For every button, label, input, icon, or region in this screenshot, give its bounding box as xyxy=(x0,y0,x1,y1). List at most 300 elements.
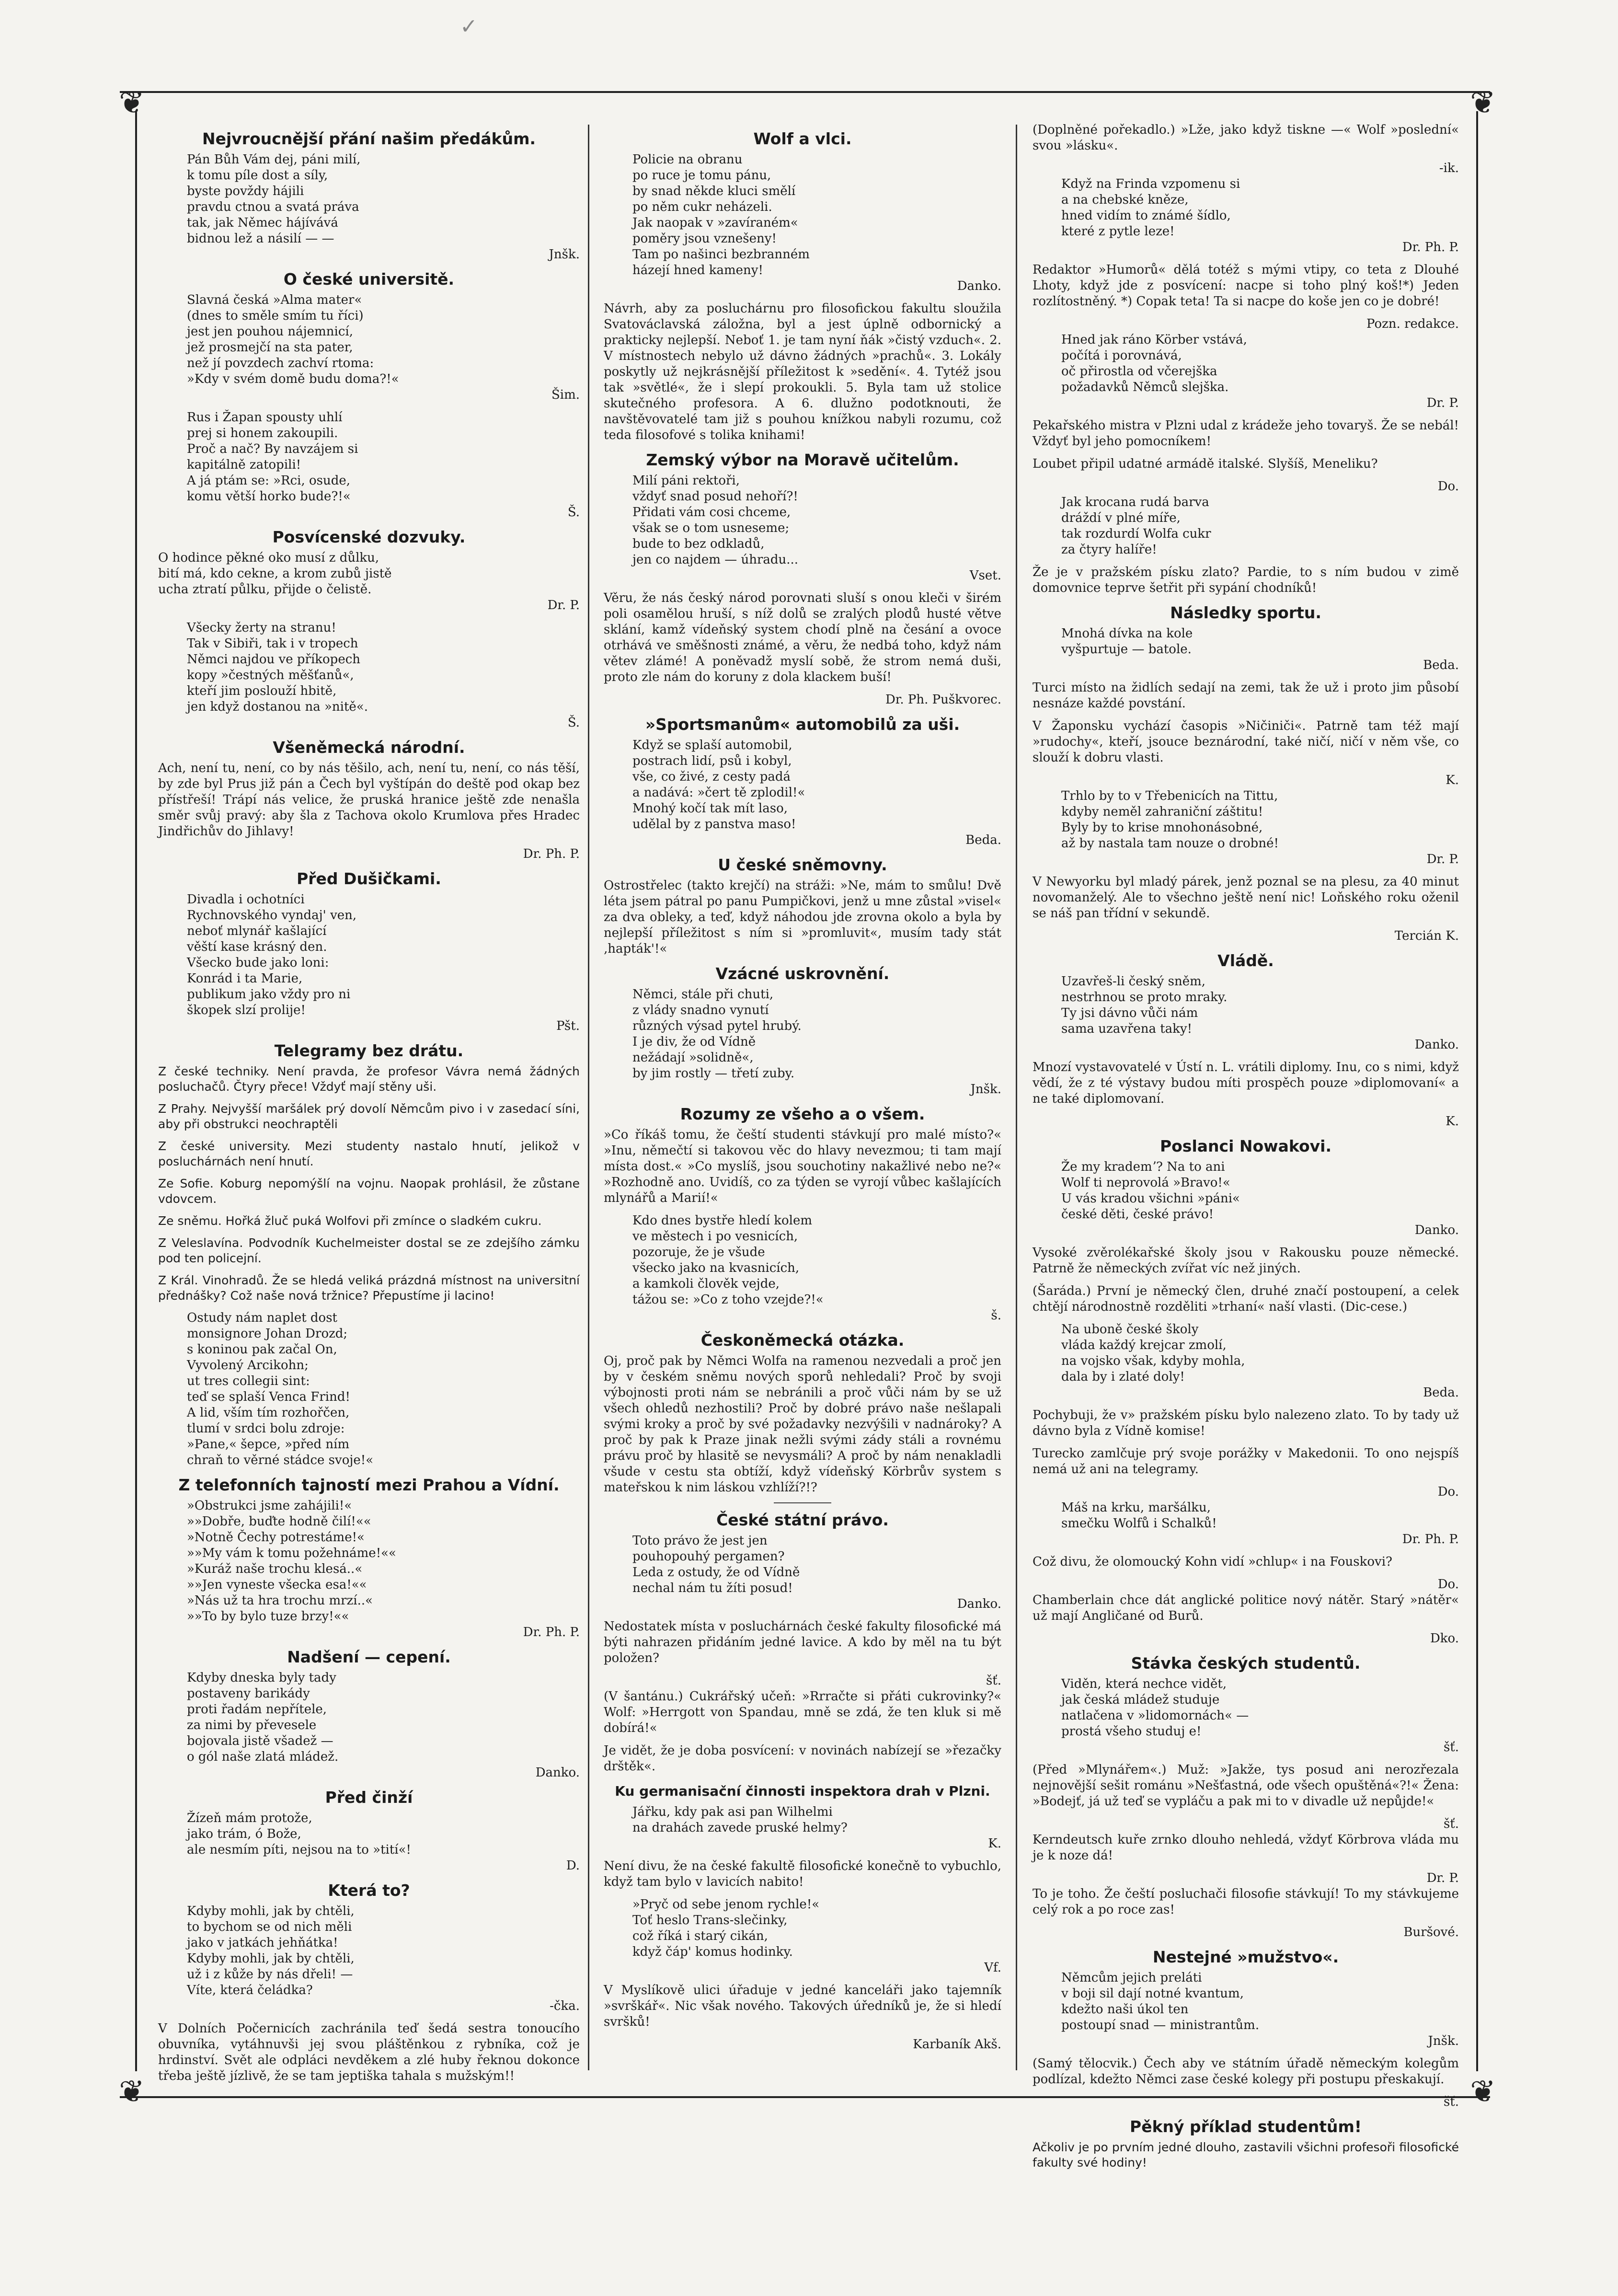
article-text: Ačkoliv je po prvním jedné dlouho, zastavili všichni profesoři filosofické fakulty své hodiny! xyxy=(1033,2140,1459,2169)
poem-line: Viděn, která nechce vidět, xyxy=(1061,1677,1227,1691)
author-signature: Danko. xyxy=(1414,1038,1459,1052)
article-heading: Zemský výbor na Moravě učitelům. xyxy=(646,450,959,469)
poem xyxy=(1033,1500,1459,1547)
poem-line: jako v jatkách jehňátka! xyxy=(187,1936,338,1950)
poem-line: natlačena v »lidomornách« — xyxy=(1061,1708,1249,1723)
poem xyxy=(1033,1676,1459,1755)
poem-line: (dnes to směle smím tu říci) xyxy=(187,309,364,323)
corner-ornament-icon: ❦ xyxy=(119,85,145,121)
poem-line: jen co najdem — úhradu... xyxy=(632,553,799,567)
poem xyxy=(158,1904,580,2014)
poem-line: Kdo dnes bystře hledí kolem xyxy=(632,1213,813,1228)
poem xyxy=(604,987,1001,1097)
column-divider xyxy=(588,125,589,2070)
poem-line: vláda každý krejcar zmolí, xyxy=(1061,1338,1227,1352)
author-signature: -čka. xyxy=(550,1999,580,2013)
article-text: Věru, že nás český národ porovnati sluší s onou kleči v širém poli osamělou hruší, s níž dolů se zralých plodů husté větve sklání, kamž vídeňský system chodí plně na česání a ovoce otrhává ve směšnosti známé, a věru, že nedbá toho, když nám větev zlámé! A poněvadž myslí sobě, že strom nemá duši, proto zle nám do koruny z dola klackem buší! xyxy=(604,591,1001,684)
article-heading: Ku germanisační činnosti inspektora drah v Plzni. xyxy=(615,1783,990,1799)
poem-line: když čáp' komus hodinky. xyxy=(632,1945,793,1959)
poem-line: Kdyby dneska byly tady xyxy=(187,1671,336,1685)
article-text: V Myslíkově ulici úřaduje v jedné kanceláři jako tajemník »svrškář«. Nic však nového. Takových úředníků je, že si hledí svršků! xyxy=(604,1983,1001,2029)
article-text: Turci místo na židlích sedají na zemi, tak že už i proto jim působí nesnáze každé povstání. xyxy=(1033,681,1459,711)
telegram-item: Z české techniky. Není pravda, že profesor Vávra nemá žádných posluchačů. Čtyry přece! Vždyť mají stěny uši. xyxy=(158,1064,580,1094)
author-signature: Dr. Ph. P. xyxy=(523,1625,580,1639)
article-text: Není divu, že na české fakultě filosofické konečně to vybuchlo, když tam bylo v lavicích nabito! xyxy=(604,1859,1001,1889)
article-text: Turecko zamlčuje prý svoje porážky v Makedonii. To ono nejspíš nemá už ani na telegramy. xyxy=(1033,1446,1459,1477)
poem xyxy=(158,1310,580,1468)
telegram-item: Z Král. Vinohradů. Že se hledá veliká prázdná místnost na universitní přednášky? Což naše nová tržnice? Přepustíme ji lacino! xyxy=(158,1273,580,1303)
article-heading: Pěkný příklad studentům! xyxy=(1130,2117,1362,2136)
poem-line: Kdyby mohli, jak by chtěli, xyxy=(187,1951,355,1966)
poem xyxy=(158,152,580,263)
article-heading: Vzácné uskrovnění. xyxy=(715,964,890,983)
poem xyxy=(1033,1159,1459,1238)
poem-line: pozoruje, že je všude xyxy=(632,1245,765,1259)
article-heading: Nestejné »mužstvo«. xyxy=(1152,1948,1339,1966)
poem-line: na drahách zavede pruské helmy? xyxy=(632,1821,848,1835)
column-3 xyxy=(1033,122,1459,2177)
poem-line: kdyby neměl zahraniční záštitu! xyxy=(1061,805,1263,819)
poem xyxy=(158,1811,580,1874)
corner-ornament-icon: ❦ xyxy=(119,2074,145,2110)
poem-line: Když na Frinda vzpomenu si xyxy=(1061,177,1240,191)
author-signature: šť. xyxy=(1443,2095,1459,2109)
poem-line: po něm cukr neházeli. xyxy=(632,200,772,214)
poem-line: Mnohá dívka na kole xyxy=(1061,626,1193,641)
frame-right-border xyxy=(1476,111,1478,2071)
author-signature: K. xyxy=(1446,773,1459,787)
poem-line: U vás kradou všichni »páni« xyxy=(1061,1191,1240,1206)
poem-line: Jak naopak v »zavíraném« xyxy=(632,216,798,230)
poem xyxy=(604,473,1001,584)
poem-line: vždyť snad posud nehoří?! xyxy=(632,489,798,504)
poem-line: v boji sil dají notné kvantum, xyxy=(1061,1986,1244,2001)
poem-line: bití má, kdo cekne, a krom zubů jistě xyxy=(158,566,392,581)
article-text: Kerndeutsch kuře zrnko dlouho nehledá, vždyť Körbrova vláda mu je k noze dá! xyxy=(1033,1833,1459,1863)
poem-line: sama uzavřena taky! xyxy=(1061,1022,1193,1036)
poem-line: A lid, vším tím rozhořčen, xyxy=(187,1406,350,1420)
poem-line: publikum jako vždy pro ni xyxy=(187,987,351,1002)
column-1 xyxy=(158,122,580,2091)
poem-line: Policie na obranu xyxy=(632,152,743,167)
poem-line: byste povždy hájili xyxy=(187,184,304,198)
poem-line: za čtyry halíře! xyxy=(1061,542,1157,557)
poem-line: hned vidím to známé šídlo, xyxy=(1061,208,1231,223)
article-heading: Nadšení — cepení. xyxy=(287,1648,451,1666)
poem-line: »Notně Čechy potrestáme!« xyxy=(187,1530,365,1545)
poem-line: z vlády snadno vynutí xyxy=(632,1003,769,1017)
poem-line: vyšpurtuje — batole. xyxy=(1061,642,1192,657)
article-text: To je toho. Že čeští posluchači filosofie stávkují! To my stávkujeme celý rok a po roce zas! xyxy=(1033,1887,1459,1917)
article-text: Že je v pražském písku zlato? Pardie, to s ním budou v zimě domovnice teprve šetřit při sypání chodníků! xyxy=(1033,565,1459,595)
article-text: Nedostatek místa v posluchárnách české fakulty filosofické má býti nahrazen přidáním jedné lavice. A kdo by měl na tu být položen? xyxy=(604,1619,1001,1665)
poem-line: I je div, že od Vídně xyxy=(632,1035,756,1049)
poem-line: ve městech i po vesnicích, xyxy=(632,1229,798,1244)
poem-line: »»Dobře, buďte hodně čilí!«« xyxy=(187,1514,371,1529)
poem-line: komu větší horko bude?!« xyxy=(187,489,351,504)
separator-rule xyxy=(774,1502,831,1503)
poem-line: jak česká mládež studuje xyxy=(1061,1693,1220,1707)
author-signature: Beda. xyxy=(1423,1385,1459,1400)
poem-line: Hned jak ráno Körber vstává, xyxy=(1061,333,1247,347)
article-heading: O české universitě. xyxy=(283,270,455,288)
author-signature: D. xyxy=(566,1858,580,1873)
top-ink-mark: ✓ xyxy=(460,14,478,39)
poem-line: všecko jako na kvasnicích, xyxy=(632,1261,800,1275)
poem xyxy=(604,152,1001,294)
poem-line: Rychnovského vyndaj' ven, xyxy=(187,908,357,923)
poem-line: pouhopouhý pergamen? xyxy=(632,1549,785,1564)
poem xyxy=(158,550,580,613)
poem-line: »Kdy v svém domě budu doma?!« xyxy=(187,372,399,386)
author-signature: Dr. P. xyxy=(1426,396,1459,410)
poem-line: a nadává: »čert tě zplodil!« xyxy=(632,785,805,800)
poem-line: Divadla i ochotníci xyxy=(187,892,305,907)
poem-line: Ty jsi dávno vůči nám xyxy=(1061,1006,1198,1020)
article-heading: Před činží xyxy=(325,1788,413,1807)
poem xyxy=(604,1804,1001,1852)
author-signature: Š. xyxy=(567,715,580,730)
poem-line: však se o tom usneseme; xyxy=(632,521,790,535)
author-signature: K. xyxy=(988,1836,1001,1851)
article-text: (Šaráda.) První je německý člen, druhé značí postoupení, a celek chtějí národnostně rozděliti »trhaní« naší vlasti. (Dic-cese.) xyxy=(1033,1284,1459,1314)
author-signature: Šim. xyxy=(551,388,580,402)
column-divider xyxy=(1016,125,1017,2070)
author-signature: Tercián K. xyxy=(1394,929,1459,943)
poem-line: Rus i Žapan spousty uhlí xyxy=(187,410,343,425)
article-heading: Wolf a vlci. xyxy=(753,129,852,148)
poem-line: O hodince pěkné oko musí z důlku, xyxy=(158,551,379,565)
poem-line: vše, co živé, z cesty padá xyxy=(632,770,791,784)
article-heading: »Sportsmanům« automobilů za uši. xyxy=(645,715,960,734)
poem-line: jako trám, ó Bože, xyxy=(187,1827,301,1841)
author-signature: Dr. P. xyxy=(1426,852,1459,866)
poem-line: které z pytle leze! xyxy=(1061,224,1175,239)
author-signature: Dr. Ph. Puškvorec. xyxy=(885,692,1001,707)
poem-line: monsignore Johan Drozd; xyxy=(187,1327,348,1341)
poem-line: prej si honem zakoupili. xyxy=(187,426,338,440)
column-2 xyxy=(604,122,1001,2053)
poem-line: postrach lidí, psů i kobyl, xyxy=(632,754,792,768)
poem-line: udělal by z panstva maso! xyxy=(632,817,796,831)
article-text: Návrh, aby za posluchárnu pro filosofickou fakultu sloužila Svatováclavská záložna, byl a jest úplně odbornický a prakticky nejlepší. Neboť 1. je tam nyní ňák »čistý vzduch«. 2. V místnostech nebylo už dávno žádných »prachů«. 3. Lokály poskytly už nejkrásnější příležitost k »sedění«. 4. Tytéž jsou tak »světlé«, že i slepí prokoukli. 5. Byla tam už stolice skutečného profesora. A 6. dlužno podotknouti, že navštěvovatelé tam již s pouhou knížkou nabyli rozumu, což teda filosofové s tolika knihami! xyxy=(604,301,1001,442)
poem-line: k tomu píle dost a síly, xyxy=(187,168,328,183)
author-signature: Danko. xyxy=(1414,1223,1459,1237)
article-text: Ach, není tu, není, co by nás těšilo, ach, není tu, není, co nás těší, by zde byl Prus již pán a Čech byl vyštípán do deště pod okap bez přístřeší! Trápí nás velice, že pruská hranice ještě zde nenašla směr svůj pravý: aby šla z Tachova okolo Krumlova přes Hradec Jindřichův do Jihlavy! xyxy=(158,761,580,839)
poem-line: postaveny barikády xyxy=(187,1686,310,1701)
author-signature: Š. xyxy=(567,505,580,519)
article-text: »Co říkáš tomu, že čeští studenti stávkují pro malé místo?« »Inu, němečtí si takovou věc do hlavy nevezmou; ti tam mají místa dost.« »Co myslíš, jsou souchotiny nakažlivé nebo ne?« »Rozhodně ano. Uvidíš, co za týden se vyrojí vůbec kašlajících mlynářů a Marií!« xyxy=(604,1128,1001,1205)
article-heading: Následky sportu. xyxy=(1170,603,1321,622)
author-signature: Dr. P. xyxy=(1426,1871,1459,1885)
poem-line: tak rozdurdí Wolfa cukr xyxy=(1061,527,1211,541)
poem-line: Na uboně české školy xyxy=(1061,1322,1199,1337)
poem-line: tážou se: »Co z toho vzejde?!« xyxy=(632,1292,824,1307)
poem xyxy=(604,738,1001,848)
author-signature: Pozn. redakce. xyxy=(1366,317,1459,331)
poem-line: Uzavřeš-li český sněm, xyxy=(1061,974,1206,989)
article-heading: Která to? xyxy=(328,1881,410,1900)
article-text: V Žaponsku vychází časopis »Ničiniči«. Patrně tam též mají »rudochy«, kteří, jsouce beznárodní, také ničí, ničí v něm vše, co slouží k dobru vlasti. xyxy=(1033,719,1459,765)
author-signature: -ik. xyxy=(1439,161,1459,175)
poem-line: Jak krocana rudá barva xyxy=(1061,495,1209,509)
poem-line: české děti, české právo! xyxy=(1061,1207,1214,1222)
poem-line: by snad někde kluci smělí xyxy=(632,184,796,198)
poem-line: Slavná česká »Alma mater« xyxy=(187,293,362,307)
poem-line: prostá všeho studuj e! xyxy=(1061,1724,1202,1739)
author-signature: Dr. P. xyxy=(547,598,580,612)
poem-line: nestrhnou se proto mraky. xyxy=(1061,990,1228,1004)
poem-line: bojovala jistě všadež — xyxy=(187,1734,333,1748)
poem-line: »»My vám k tomu požehnáme!«« xyxy=(187,1546,396,1560)
author-signature: Vf. xyxy=(984,1961,1001,1975)
poem xyxy=(158,410,580,520)
telegram-item: Z české university. Mezi studenty nastalo hnutí, jelikož v posluchárnách není hnutí. xyxy=(158,1139,580,1168)
poem-line: Konrád i ta Marie, xyxy=(187,971,303,986)
telegram-item: Ze Sofie. Koburg nepomýšlí na vojnu. Naopak prohlásil, že zůstane vdovcem. xyxy=(158,1177,580,1206)
poem-line: různých výsad pytel hrubý. xyxy=(632,1019,802,1033)
poem-line: »Kuráž naše trochu klesá..« xyxy=(187,1562,363,1576)
author-signature: Do. xyxy=(1437,479,1459,494)
poem-line: smečku Wolfů i Schalků! xyxy=(1061,1516,1217,1531)
poem-line: o gól naše zlatá mládež. xyxy=(187,1750,339,1764)
poem-line: oč přirostla od včerejška xyxy=(1061,364,1217,379)
poem-line: Trhlo by to v Třebenicích na Tittu, xyxy=(1061,789,1278,803)
poem-line: a kamkoli člověk vejde, xyxy=(632,1277,780,1291)
author-signature: Jnšk. xyxy=(1428,2034,1459,2048)
poem-line: nežádají »solidně«, xyxy=(632,1050,754,1065)
poem-line: dráždí v plné míře, xyxy=(1061,511,1181,525)
poem-line: tak, jak Němec hájívává xyxy=(187,216,338,230)
poem-line: už i z kůže by nás dřeli! — xyxy=(187,1967,353,1982)
poem-line: jež prosmejčí na sta pater, xyxy=(187,340,353,355)
poem-line: Ostudy nám naplet dost xyxy=(187,1311,338,1325)
poem-line: Že my krademʼ? Na to ani xyxy=(1061,1160,1225,1174)
poem-line: pravdu ctnou a svatá práva xyxy=(187,200,359,214)
poem-line: Leda z ostudy, že od Vídně xyxy=(632,1565,800,1580)
poem-line: by jim rostly — třetí zuby. xyxy=(632,1066,795,1081)
article-text: (Před »Mlynářem«.) Muž: »Jakže, tys posud ani nerozřezala nejnovější sešit románu »Nešťastná, ode všech opuštěná«?!« Žena: »Bodejť, já už teď se vypláču a pak mi to v divadle už nepůjde!« xyxy=(1033,1763,1459,1809)
article-heading: Telegramy bez drátu. xyxy=(274,1041,464,1060)
article-text: (V šantánu.) Cukrářský učeň: »Rrračte si přáti cukrovinky?« Wolf: »Herrgott von Spandau, mně se zdá, že ten kluk si mě dobírá!« xyxy=(604,1689,1001,1735)
poem-line: Toť heslo Trans-slečinky, xyxy=(632,1913,788,1927)
poem-line: A já ptám se: »Rci, osude, xyxy=(187,473,351,488)
poem-line: Němci, stále při chuti, xyxy=(632,987,774,1002)
article-text: Pekařského mistra v Plzni udal z krádeže jeho tovaryš. Že se nebál! Vždyť byl jeho pomocníkem! xyxy=(1033,418,1459,449)
poem-line: Víte, která čeládka? xyxy=(187,1983,313,1997)
author-signature: Pšt. xyxy=(556,1019,580,1033)
article-text: (Samý tělocvik.) Čech aby ve státním úřadě německým kolegům podlízal, kdežto Němci zase české kolegy při postupu přeskakují. xyxy=(1033,2056,1459,2087)
poem-line: věští kase krásný den. xyxy=(187,940,327,954)
article-heading: České státní právo. xyxy=(716,1511,889,1529)
poem-line: Přidati vám cosi chceme, xyxy=(632,505,791,519)
article-heading: Z telefonních tajností mezi Prahou a Vídní. xyxy=(178,1476,560,1494)
article-text: Je vidět, že je doba posvícení: v novinách nabízejí se »řezačky drštěk«. xyxy=(604,1743,1001,1774)
author-signature: Buršové. xyxy=(1403,1925,1459,1939)
telegram-item: Z Prahy. Nejvyšší maršálek prý dovolí Němcům pivo i v zasedací síni, aby při obstrukci neochraptěli xyxy=(158,1102,580,1131)
poem-line: ucha ztratí půlku, přijde o čelistě. xyxy=(158,582,372,597)
poem-line: Mnohý kočí tak mít laso, xyxy=(632,801,788,816)
poem-line: tlumí v srdci bolu zdroje: xyxy=(187,1421,345,1436)
poem-line: kopy »čestných měšťanů«, xyxy=(187,668,354,682)
poem-line: na vojsko však, kdyby mohla, xyxy=(1061,1354,1245,1368)
poem xyxy=(158,1670,580,1781)
article-heading: Vládě. xyxy=(1217,951,1274,970)
poem-line: neboť mlynář kašlající xyxy=(187,924,327,938)
poem-line: Vyvolený Arcikohn; xyxy=(187,1358,309,1373)
poem-line: než jí povzdech zachví rtoma: xyxy=(187,356,374,370)
poem-line: poměry jsou vznešeny! xyxy=(632,231,777,246)
author-signature: Danko. xyxy=(957,279,1001,293)
poem-line: Jářku, kdy pak asi pan Wilhelmi xyxy=(632,1805,833,1819)
poem-line: počítá i porovnává, xyxy=(1061,348,1182,363)
author-signature: Dr. Ph. P. xyxy=(1402,240,1459,254)
poem-line: což říká i starý cikán, xyxy=(632,1929,768,1943)
article-text: V Dolních Počernicích zachránila teď šedá sestra tonoucího obuvníka, vytáhnuvši jej svou pláštěnkou z rybníka, což je hrdinství. Svět ale odpláci nevděkem a zlé huby řeknou dokonce třeba ještě jízlivě, že se tam jeptiška tahala s mužským!! xyxy=(158,2021,580,2083)
poem-line: dala by i zlaté doly! xyxy=(1061,1370,1185,1384)
article-heading: Posvícenské dozvuky. xyxy=(272,528,466,546)
author-signature: Do. xyxy=(1437,1485,1459,1499)
poem xyxy=(604,1213,1001,1324)
corner-ornament-icon: ❦ xyxy=(1470,85,1496,121)
poem-line: Tam po našinci bezbranném xyxy=(632,247,810,262)
poem-line: kteří jim poslouží hbitě, xyxy=(187,684,337,698)
poem-line: bude to bez odkladů, xyxy=(632,537,765,551)
poem-line: Wolf ti neprovolá »Bravo!« xyxy=(1061,1176,1230,1190)
poem-line: »»Jen vyneste všecka esa!«« xyxy=(187,1578,367,1592)
author-signature: Jnšk. xyxy=(549,247,580,262)
article-text: Oj, proč pak by Němci Wolfa na ramenou nezvedali a proč jen by v českém sněmu nových sporů nehledali? Proč by svoji výbojnosti proti nám se nebránili a proč vůči nám by se už všech ohledů nezhostili? Proč by dobré právo naše nešlapali svými kroky a proč by své požadavky nezvýšili v nadnároky? A proč by pak k Praze jinak nežli svými zády stáli a rovnému právu proč by hlasitě se nevysmáli? A proč by nám nenakladli všude v cestu sta obtíží, když vídeňský Körbrův system s mateřskou k nim láskou vzhlíží?!? xyxy=(604,1354,1001,1495)
poem-line: Všecky žerty na stranu! xyxy=(187,621,336,635)
author-signature: Jnšk. xyxy=(970,1082,1001,1096)
poem-line: proti řadám nepřítele, xyxy=(187,1702,327,1717)
poem-line: teď se splaší Venca Frind! xyxy=(187,1390,350,1404)
author-signature: Dr. Ph. P. xyxy=(523,847,580,861)
poem xyxy=(1033,974,1459,1053)
poem-line: požadavků Němců slejška. xyxy=(1061,380,1229,394)
poem-line: Němci najdou ve příkopech xyxy=(187,652,361,667)
author-signature: Do. xyxy=(1437,1577,1459,1592)
article-text: Chamberlain chce dát anglické politice nový nátěr. Starý »nátěr« už mají Angličané od Burů. xyxy=(1033,1593,1459,1623)
article-text: Což divu, že olomoucký Kohn vidí »chlup« i na Fouskovi? xyxy=(1033,1555,1392,1569)
poem xyxy=(604,1897,1001,1976)
telegram-item: Z Veleslavína. Podvodník Kuchelmeister dostal se ze zdejšího zámku pod ten policejní. xyxy=(158,1236,580,1265)
article-text: Ostrostřelec (takto krejčí) na stráži: »Ne, mám to smůlu! Dvě léta jsem pátral po panu Pumpičkovi, jenž u mne zůstal »visel« za dva obleky, a teď, když náhodou jde zrovna okolo a byla by nejlepší příležitost s ním si »promluvit«, musím tady stát ‚hapták'!« xyxy=(604,878,1001,956)
poem-line: Tak v Sibiři, tak i v tropech xyxy=(187,636,358,651)
poem-line: s koninou pak začal On, xyxy=(187,1342,337,1357)
article-text: (Doplněné pořekadlo.) »Lže, jako když tiskne —« Wolf »poslední« svou »lásku«. xyxy=(1033,123,1459,153)
author-signature: š. xyxy=(991,1308,1001,1323)
poem-line: Kdyby mohli, jak by chtěli, xyxy=(187,1904,355,1918)
poem xyxy=(1033,1970,1459,2049)
article-text: V Newyorku byl mladý párek, jenž poznal se na plesu, za 40 minut novomanželý. Ale to všechno ještě není nic! Loňského roku oženil se náš pan třídní v sekundě. xyxy=(1033,875,1459,921)
article-heading: Všeněmecká národní. xyxy=(273,738,465,757)
author-signature: Dr. Ph. P. xyxy=(1402,1532,1459,1546)
poem xyxy=(1033,626,1459,673)
author-signature: šť. xyxy=(986,1673,1001,1688)
poem-line: jen když dostanou na »nitě«. xyxy=(187,700,368,714)
article-heading: Poslanci Nowakovi. xyxy=(1159,1137,1332,1155)
poem xyxy=(158,620,580,731)
poem-line: Žízeň mám protože, xyxy=(187,1811,312,1825)
article-text: Loubet připil udatné armádě italské. Slyšíš, Meneliku? xyxy=(1033,457,1378,471)
poem-line: nechal nám tu žíti posud! xyxy=(632,1581,793,1595)
author-signature: Beda. xyxy=(1423,658,1459,672)
author-signature: šť. xyxy=(1443,1817,1459,1831)
poem-line: Máš na krku, maršálku, xyxy=(1061,1500,1211,1515)
poem-line: »Obstrukci jsme zahájili!« xyxy=(187,1499,352,1513)
author-signature: šť. xyxy=(1443,1740,1459,1754)
article-text: Redaktor »Humorů« dělá totéž s mými vtipy, co teta z Dlouhé Lhoty, když jde z posvícení: nacpe si toho plný koš!*) Jeden rozlítostněný. *) Copak teta! Ta si nacpe do koše jen co je dobré! xyxy=(1033,263,1459,309)
poem-line: za nimi by převesele xyxy=(187,1718,317,1732)
poem xyxy=(1033,495,1459,558)
poem-line: Milí páni rektoři, xyxy=(632,473,740,488)
article-heading: Stávka českých studentů. xyxy=(1131,1654,1361,1673)
poem-line: škopek slzí prolije! xyxy=(187,1003,306,1017)
article-heading: Před Dušičkami. xyxy=(297,869,441,888)
article-heading: Rozumy ze všeho a o všem. xyxy=(680,1105,925,1123)
article-heading: U české sněmovny. xyxy=(718,855,887,874)
poem-line: bidnou lež a násilí — — xyxy=(187,231,334,246)
poem xyxy=(1033,1322,1459,1401)
telegram-item: Ze sněmu. Hořká žluč puká Wolfovi při zmínce o sladkém cukru. xyxy=(158,1214,542,1228)
poem-line: Toto právo že jest jen xyxy=(632,1534,768,1548)
author-signature: Dko. xyxy=(1430,1631,1459,1646)
poem-line: ale nesmím píti, nejsou na to »tití«! xyxy=(187,1843,411,1857)
article-heading: Nejvroucnější přání našim předákům. xyxy=(202,129,536,148)
poem-line: Všecko bude jako loni: xyxy=(187,956,329,970)
poem xyxy=(158,1498,580,1640)
poem-line: Když se splaší automobil, xyxy=(632,738,792,752)
author-signature: Karbaník Akš. xyxy=(913,2037,1001,2052)
author-signature: Beda. xyxy=(965,833,1001,847)
poem-line: »Pane,« šepce, »před ním xyxy=(187,1437,350,1452)
author-signature: Danko. xyxy=(535,1765,580,1780)
poem-line: »Nás už ta hra trochu mrzí..« xyxy=(187,1593,373,1608)
poem xyxy=(1033,788,1459,867)
poem-line: »Pryč od sebe jenom rychle!« xyxy=(632,1897,820,1912)
poem-line: až by nastala tam nouze o drobné! xyxy=(1061,836,1279,851)
author-signature: Danko. xyxy=(957,1597,1001,1611)
poem-line: ut tres collegii sint: xyxy=(187,1374,310,1388)
poem-line: Byly by to krise mnohonásobné, xyxy=(1061,820,1263,835)
poem-line: Proč a nač? By navzájem si xyxy=(187,442,358,456)
poem-line: kdežto naši úkol ten xyxy=(1061,2002,1189,2017)
corner-ornament-icon: ❦ xyxy=(1470,2074,1496,2110)
poem-line: a na chebské kněze, xyxy=(1061,193,1189,207)
poem-line: Pán Bůh Vám dej, páni milí, xyxy=(187,152,361,167)
author-signature: Vset. xyxy=(969,568,1001,583)
poem xyxy=(158,292,580,403)
poem-line: »»To by bylo tuze brzy!«« xyxy=(187,1609,349,1624)
poem-line: po ruce je tomu pánu, xyxy=(632,168,771,183)
poem-line: kapitálně zatopili! xyxy=(187,458,301,472)
poem-line: jest jen pouhou nájemnicí, xyxy=(187,324,353,339)
frame-left-border xyxy=(135,111,137,2071)
article-text: Vysoké zvěrolékařské školy jsou v Rakousku pouze německé. Patrně že německých zvířat víc než jiných. xyxy=(1033,1246,1459,1276)
poem-line: chraň to věrné stádce svoje!« xyxy=(187,1453,374,1467)
article-heading: Českoněmecká otázka. xyxy=(700,1331,905,1350)
article-text: Pochybuji, že v» pražském písku bylo nalezeno zlato. To by tady už dávno byla z Vídně komise! xyxy=(1033,1408,1459,1438)
poem xyxy=(604,1533,1001,1612)
poem-line: Němcům jejich preláti xyxy=(1061,1971,1202,1985)
article-text: Mnozí vystavovatelé v Ústí n. L. vrátili diplomy. Inu, co s nimi, když vědí, že z té výstavy budou míti prospěch pouze »diplomovaní« a ne také diplomovaní. xyxy=(1033,1060,1459,1106)
poem-line: házejí hned kameny! xyxy=(632,263,763,277)
poem-line: postoupí snad — ministrantům. xyxy=(1061,2018,1260,2032)
poem xyxy=(1033,176,1459,255)
poem-line: to bychom se od nich měli xyxy=(187,1920,352,1934)
poem xyxy=(1033,332,1459,411)
